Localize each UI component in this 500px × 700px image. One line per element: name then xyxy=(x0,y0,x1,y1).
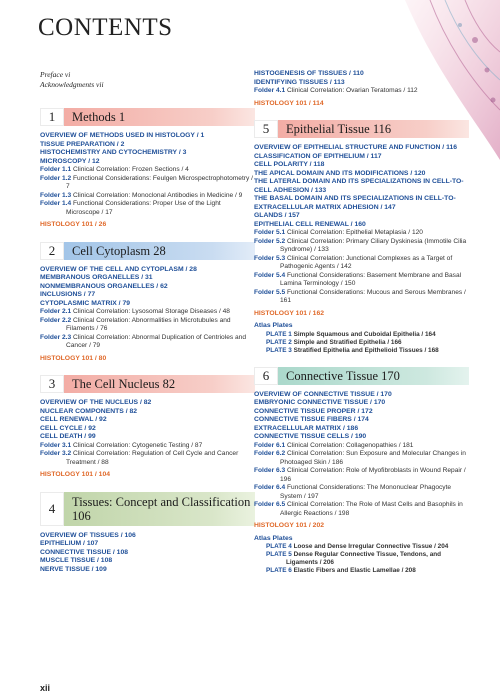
folder-entry[interactable]: Folder 6.2 Clinical Correlation: Sun Exposure and Molecular Changes in Photoaged Skin / 186 xyxy=(254,450,466,466)
chapter-number: 4 xyxy=(40,492,64,526)
toc-entry[interactable]: EMBRYONIC CONNECTIVE TISSUE / 170 xyxy=(254,399,386,406)
chapter-number: 5 xyxy=(254,120,278,138)
chapter-2-banner[interactable] xyxy=(40,242,255,260)
toc-entry[interactable]: CLASSIFICATION OF EPITHELIUM / 117 xyxy=(254,152,382,160)
folder-entry[interactable]: Folder 2.1 Clinical Correlation: Lysosomal Storage Diseases / 48 xyxy=(40,308,230,315)
chapter-1 xyxy=(40,108,255,230)
toc-entry[interactable]: CELL RENEWAL / 92 xyxy=(40,416,107,423)
histology-101-entry[interactable]: HISTOLOGY 101 / 202 xyxy=(254,522,325,529)
chapter-title: Tissues: Concept and Classification 106 xyxy=(72,494,251,523)
folder-entry[interactable]: Folder 5.1 Clinical Correlation: Epithelial Metaplasia / 120 xyxy=(254,229,423,236)
chapter-title: Epithelial Tissue 116 xyxy=(286,122,392,136)
toc-entry[interactable]: OVERVIEW OF EPITHELIAL STRUCTURE AND FUNCTION / 116 xyxy=(254,144,458,151)
chapter-6 xyxy=(254,367,469,576)
toc-entry[interactable]: MUSCLE TISSUE / 108 xyxy=(40,557,113,564)
chapter-4-banner[interactable] xyxy=(40,492,255,526)
chapter-4-continued xyxy=(254,70,469,108)
toc-entry[interactable]: CONNECTIVE TISSUE / 108 xyxy=(40,548,129,556)
chapter-title: The Cell Nucleus 82 xyxy=(72,377,176,391)
histology-101-entry[interactable]: HISTOLOGY 101 / 80 xyxy=(40,354,107,362)
toc-entry[interactable]: CONNECTIVE TISSUE FIBERS / 174 xyxy=(254,416,369,423)
toc-entry[interactable]: THE BASAL DOMAIN AND ITS SPECIALIZATIONS IN CELL-TO-EXTRACELLULAR MATRIX ADHESION / 147 xyxy=(254,195,456,211)
toc-entry[interactable]: CELL DEATH / 99 xyxy=(40,433,96,440)
folder-entry[interactable]: Folder 4.1 Clinical Correlation: Ovarian Teratomas / 112 xyxy=(254,87,418,94)
toc-entry[interactable]: OVERVIEW OF THE CELL AND CYTOPLASM / 28 xyxy=(40,265,197,273)
toc-entry[interactable]: MEMBRANOUS ORGANELLES / 31 xyxy=(40,274,153,281)
plate-entry[interactable]: PLATE 1 Simple Squamous and Cuboidal Epithelia / 164 xyxy=(266,330,436,338)
histology-101-entry[interactable]: HISTOLOGY 101 / 104 xyxy=(40,471,111,478)
toc-entry[interactable]: THE APICAL DOMAIN AND ITS MODIFICATIONS / 120 xyxy=(254,169,426,177)
toc-entry[interactable]: GLANDS / 157 xyxy=(254,212,300,219)
folder-entry[interactable]: Folder 2.2 Clinical Correlation: Abnormalities in Microtubules and Filaments / 76 xyxy=(40,316,231,332)
chapter-title: Connective Tissue 170 xyxy=(286,368,400,383)
chapter-3 xyxy=(40,375,255,480)
folder-entry[interactable]: Folder 2.3 Clinical Correlation: Abnormal Duplication of Centrioles and Cancer / 79 xyxy=(40,333,246,349)
chapter-number: 3 xyxy=(40,375,64,393)
toc-entry[interactable]: CONNECTIVE TISSUE CELLS / 190 xyxy=(254,433,367,440)
toc-right-column xyxy=(254,70,469,587)
toc-entry[interactable]: INCLUSIONS / 77 xyxy=(40,291,96,298)
chapter-4 xyxy=(40,492,255,575)
toc-entry[interactable]: NONMEMBRANOUS ORGANELLES / 62 xyxy=(40,282,168,290)
chapter-title: Cell Cytoplasm 28 xyxy=(72,243,166,258)
chapter-number: 6 xyxy=(254,367,278,385)
atlas-plates-heading: Atlas Plates xyxy=(254,322,293,329)
chapter-2 xyxy=(40,242,255,364)
plate-entry[interactable]: PLATE 2 Simple and Stratified Epithelia / 166 xyxy=(266,338,402,346)
chapter-number: 1 xyxy=(40,108,64,126)
page-title: CONTENTS xyxy=(38,14,173,41)
folder-entry[interactable]: Folder 1.1 Clinical Correlation: Frozen Sections / 4 xyxy=(40,166,189,173)
chapter-number: 2 xyxy=(40,242,64,260)
front-matter xyxy=(40,70,255,90)
histology-101-entry[interactable]: HISTOLOGY 101 / 26 xyxy=(40,221,107,228)
folder-entry[interactable]: Folder 3.2 Clinical Correlation: Regulation of Cell Cycle and Cancer Treatment / 88 xyxy=(40,450,239,466)
toc-entry[interactable]: EPITHELIUM / 107 xyxy=(40,540,99,547)
folder-entry[interactable]: Folder 6.3 Clinical Correlation: Role of Myofibroblasts in Wound Repair / 196 xyxy=(254,467,466,483)
folder-entry[interactable]: Folder 6.4 Functional Considerations: The Mononuclear Phagocyte System / 197 xyxy=(254,484,452,500)
folder-entry[interactable]: Folder 5.2 Clinical Correlation: Primary Ciliary Dyskinesia (Immotile Cilia Syndrome) / 133 xyxy=(254,237,467,253)
toc-entry[interactable]: CYTOPLASMIC MATRIX / 79 xyxy=(40,299,131,307)
toc-entry[interactable]: MICROSCOPY / 12 xyxy=(40,157,100,165)
toc-entry[interactable]: OVERVIEW OF THE NUCLEUS / 82 xyxy=(40,399,152,406)
plate-entry[interactable]: PLATE 3 Stratified Epithelia and Epithelioid Tissues / 168 xyxy=(266,346,439,354)
atlas-plates-heading: Atlas Plates xyxy=(254,534,293,542)
folder-entry[interactable]: Folder 1.3 Clinical Correlation: Monoclonal Antibodies in Medicine / 9 xyxy=(40,191,243,199)
folder-entry[interactable]: Folder 1.2 Functional Considerations: Feulgen Microspectrophotometry / 7 xyxy=(40,174,253,190)
toc-entry[interactable]: NUCLEAR COMPONENTS / 82 xyxy=(40,407,138,415)
folder-entry[interactable]: Folder 5.3 Clinical Correlation: Junctional Complexes as a Target of Pathogenic Agents / 142 xyxy=(254,254,453,270)
toc-entry[interactable]: CELL CYCLE / 92 xyxy=(40,424,96,432)
toc-entry[interactable]: OVERVIEW OF TISSUES / 106 xyxy=(40,531,136,539)
folder-entry[interactable]: Folder 5.5 Functional Considerations: Mucous and Serous Membranes / 161 xyxy=(254,288,466,304)
toc-entry[interactable]: OVERVIEW OF CONNECTIVE TISSUE / 170 xyxy=(254,390,392,398)
histology-101-entry[interactable]: HISTOLOGY 101 / 114 xyxy=(254,99,324,107)
toc-entry[interactable]: EPITHELIAL CELL RENEWAL / 160 xyxy=(254,220,366,228)
preface-entry[interactable]: Preface vi xyxy=(40,70,71,79)
chapter-5 xyxy=(254,120,469,355)
toc-entry[interactable]: NERVE TISSUE / 109 xyxy=(40,565,107,573)
toc-entry[interactable]: HISTOCHEMISTRY AND CYTOCHEMISTRY / 3 xyxy=(40,149,187,156)
folder-entry[interactable]: Folder 5.4 Functional Considerations: Basement Membrane and Basal Lamina Terminology / 150 xyxy=(254,271,462,287)
toc-entry[interactable]: IDENTIFYING TISSUES / 113 xyxy=(254,78,345,86)
folder-entry[interactable]: Folder 6.5 Clinical Correlation: The Role of Mast Cells and Basophils in Allergic Reactions / 198 xyxy=(254,501,463,517)
toc-entry[interactable]: OVERVIEW OF METHODS USED IN HISTOLOGY / 1 xyxy=(40,132,205,139)
page-number: xii xyxy=(40,683,51,693)
toc-entry[interactable]: CONNECTIVE TISSUE PROPER / 172 xyxy=(254,407,373,415)
chapter-1-banner[interactable] xyxy=(40,108,255,126)
chapter-6-banner[interactable] xyxy=(254,367,469,385)
chapter-3-banner[interactable] xyxy=(40,375,255,393)
toc-left-column xyxy=(40,70,255,586)
folder-entry[interactable]: Folder 6.1 Clinical Correlation: Collagenopathies / 181 xyxy=(254,441,414,449)
toc-entry[interactable]: TISSUE PREPARATION / 2 xyxy=(40,140,125,148)
chapter-title: Methods 1 xyxy=(72,110,126,124)
toc-entry[interactable]: CELL POLARITY / 118 xyxy=(254,161,325,168)
plate-entry[interactable]: PLATE 4 Loose and Dense Irregular Connective Tissue / 204 xyxy=(266,543,449,550)
toc-entry[interactable]: HISTOGENESIS OF TISSUES / 110 xyxy=(254,70,364,77)
toc-entry[interactable]: THE LATERAL DOMAIN AND ITS SPECIALIZATIONS IN CELL-TO-CELL ADHESION / 133 xyxy=(254,178,464,194)
plate-entry[interactable]: PLATE 6 Elastic Fibers and Elastic Lamellae / 208 xyxy=(266,567,416,574)
plate-entry[interactable]: PLATE 5 Dense Regular Connective Tissue, Tendons, and Ligaments / 206 xyxy=(266,551,442,566)
folder-entry[interactable]: Folder 1.4 Functional Considerations: Proper Use of the Light Microscope / 17 xyxy=(40,200,221,216)
toc-entry[interactable]: EXTRACELLULAR MATRIX / 186 xyxy=(254,424,359,432)
acknowledgments-entry[interactable]: Acknowledgments vii xyxy=(40,80,104,89)
chapter-5-banner[interactable] xyxy=(254,120,469,138)
histology-101-entry[interactable]: HISTOLOGY 101 / 162 xyxy=(254,309,325,317)
folder-entry[interactable]: Folder 3.1 Clinical Correlation: Cytogenetic Testing / 87 xyxy=(40,441,203,449)
